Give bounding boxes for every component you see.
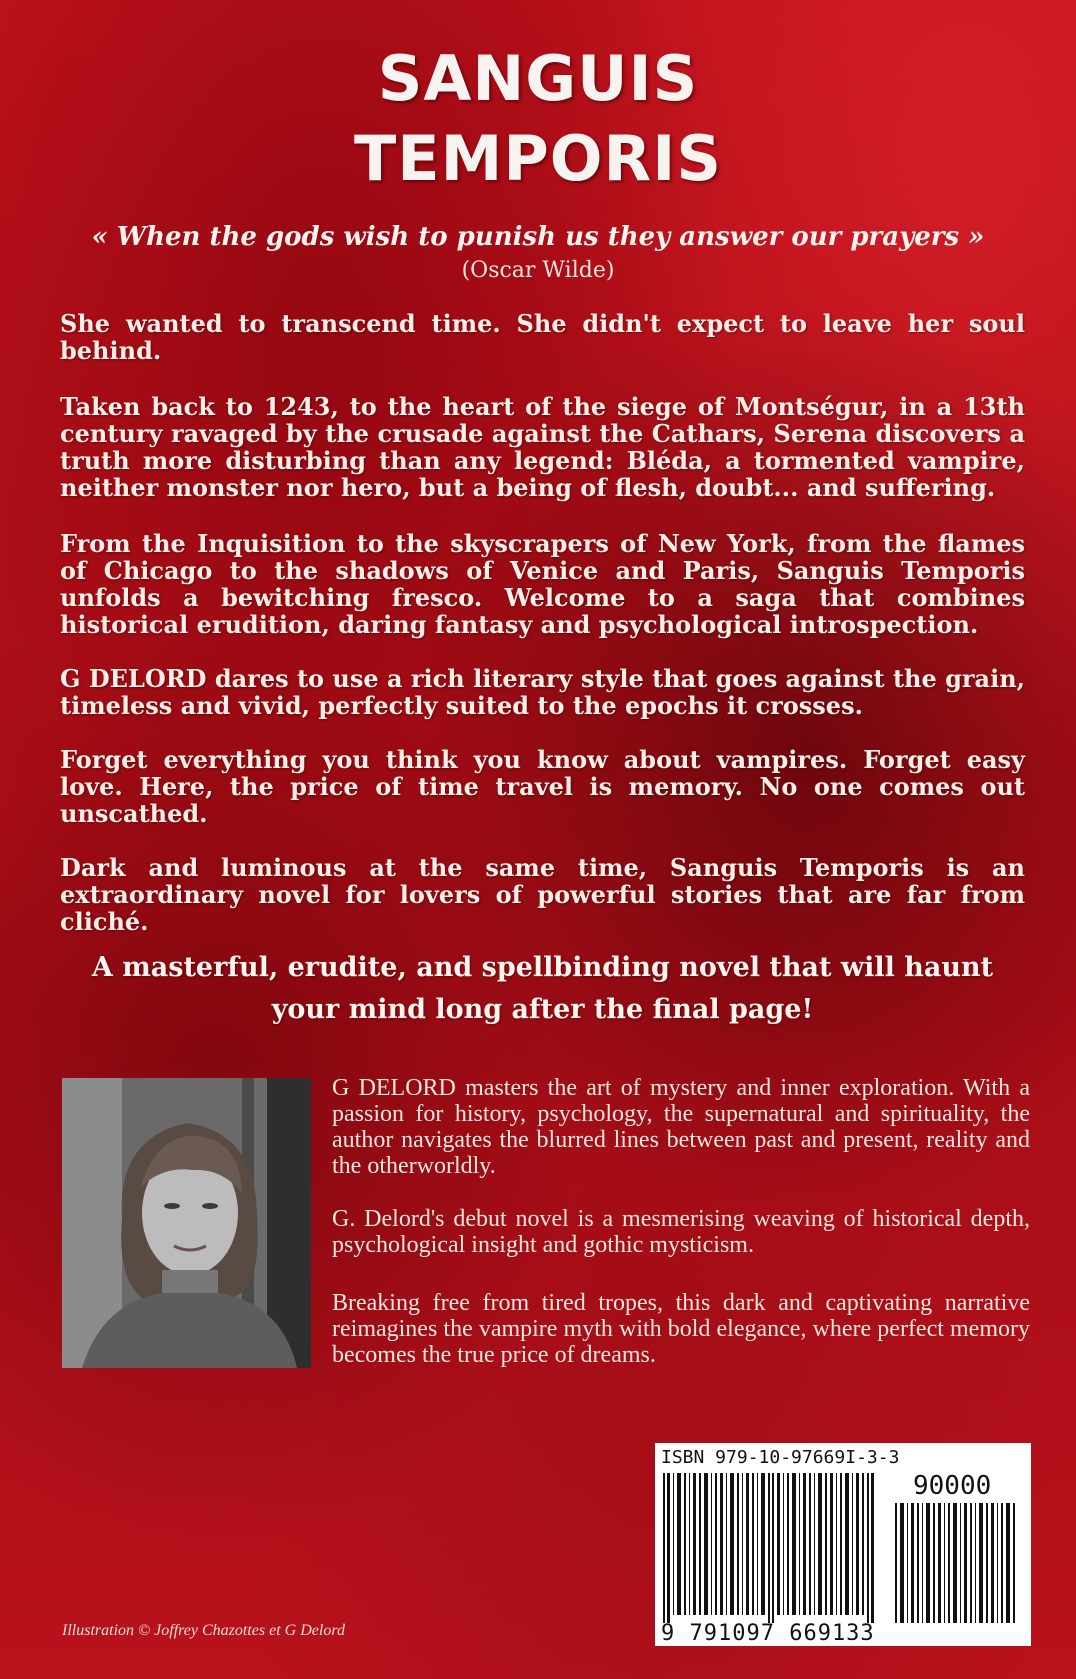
tagline: A masterful, erudite, and spellbinding novel that will haunt your mind long after the final page! bbox=[91, 952, 994, 1025]
ean-number: 9 791097 669133 bbox=[661, 1621, 875, 1646]
author-portrait-image bbox=[62, 1078, 311, 1368]
epigraph-author: (Oscar Wilde) bbox=[461, 258, 615, 283]
blurb-paragraph-3: From the Inquisition to the skyscrapers of New York, from the flames of Chicago to the shadows of Venice and Paris, Sanguis Temporis unfolds a bewitching fresco. Welcome to a saga that combines historical erudition, daring fantasy and psychological introspection. bbox=[60, 529, 1025, 639]
illustration-credit: Illustration © Joffrey Chazottes et G Delord bbox=[62, 1622, 345, 1639]
author-bio-1: G DELORD masters the art of mystery and inner exploration. With a passion for history, psychology, the supernatural and spirituality, the author navigates the blurred lines between past and present, reality and the otherworldly. bbox=[332, 1075, 1030, 1179]
barcode-box bbox=[655, 1443, 1031, 1646]
author-bio-2: G. Delord's debut novel is a mesmerising weaving of historical depth, psychological insight and gothic mysticism. bbox=[332, 1206, 1030, 1258]
isbn-label: ISBN 979-10-97669I-3-3 bbox=[661, 1447, 900, 1468]
price-code: 90000 bbox=[913, 1471, 992, 1501]
author-photo bbox=[62, 1078, 311, 1368]
blurb-paragraph-6: Dark and luminous at the same time, Sanguis Temporis is an extraordinary novel for lovers of powerful stories that are far from cliché. bbox=[60, 853, 1025, 936]
blurb-paragraph-5: Forget everything you think you know about vampires. Forget easy love. Here, the price of time travel is memory. No one comes out unscathed. bbox=[60, 745, 1025, 828]
barcode-bars bbox=[655, 1443, 1031, 1646]
blurb-paragraph-1: She wanted to transcend time. She didn't expect to leave her soul behind. bbox=[60, 309, 1025, 365]
blurb-paragraph-2: Taken back to 1243, to the heart of the siege of Montségur, in a 13th century ravaged by the crusade against the Cathars, Serena discovers a truth more disturbing than any legend: Bléda, a tormented vampire, neither monster nor hero, but a being of flesh, doubt... and suffering. bbox=[60, 392, 1025, 502]
title-line-1: SANGUIS bbox=[377, 42, 699, 115]
author-bio-3: Breaking free from tired tropes, this dark and captivating narrative reimagines the vampire myth with bold elegance, where perfect memory becomes the true price of dreams. bbox=[332, 1290, 1030, 1368]
blurb-paragraph-4: G DELORD dares to use a rich literary style that goes against the grain, timeless and vivid, perfectly suited to the epochs it crosses. bbox=[60, 664, 1026, 720]
title-line-2: TEMPORIS bbox=[354, 122, 722, 195]
epigraph-quote: « When the gods wish to punish us they answer our prayers » bbox=[91, 222, 985, 252]
